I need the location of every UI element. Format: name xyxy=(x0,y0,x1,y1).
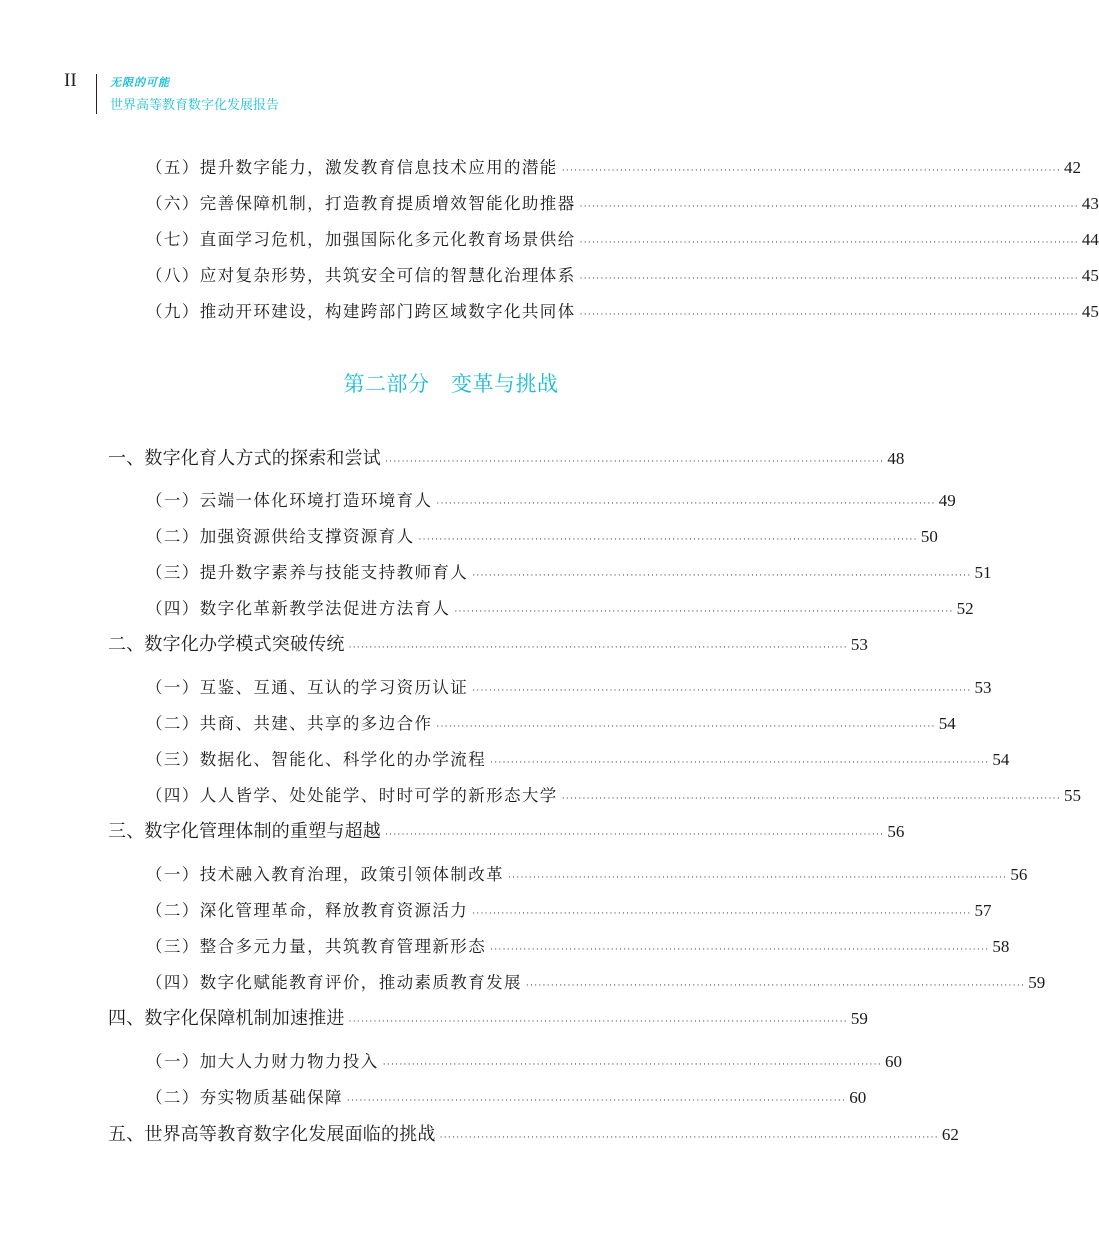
leader-dots: ························································································································ xyxy=(561,166,1062,176)
toc-entry-title: （一）技术融入教育治理，政策引领体制改革 xyxy=(146,865,504,884)
book-title: 世界高等教育数字化发展报告 xyxy=(110,98,280,113)
leader-dots: ························································································································ xyxy=(579,310,1079,320)
toc-entry-page: 42 xyxy=(1064,158,1082,177)
leader-dots: ························································································································ xyxy=(472,686,972,696)
toc-entry[interactable] xyxy=(146,782,1082,806)
toc-entry[interactable] xyxy=(146,746,1010,770)
series-title: 无限的可能 xyxy=(110,76,170,89)
toc-entry-title: （八）应对复杂形势，共筑安全可信的智慧化治理体系 xyxy=(146,266,576,285)
toc-entry-page: 43 xyxy=(1081,194,1099,213)
leader-dots: ························································································································ xyxy=(490,945,990,955)
toc-entry-page: 59 xyxy=(850,1009,868,1028)
toc-entry-title: （四）数字化革新教学法促进方法育人 xyxy=(146,599,451,618)
toc-entry-title: 一、数字化育人方式的探索和尝试 xyxy=(108,448,381,469)
toc-chapter-entry[interactable] xyxy=(108,1120,959,1145)
toc-entry-page: 53 xyxy=(974,678,992,697)
toc-entry[interactable] xyxy=(146,897,992,921)
toc-chapter-entry[interactable] xyxy=(108,630,868,655)
toc-entry-page: 60 xyxy=(885,1052,903,1071)
leader-dots: ························································································································ xyxy=(346,1096,847,1106)
toc-entry[interactable] xyxy=(146,1048,903,1072)
toc-entry[interactable] xyxy=(146,262,1099,286)
toc-entry-page: 56 xyxy=(1010,865,1028,884)
toc-entry-title: （六）完善保障机制，打造教育提质增效智能化助推器 xyxy=(146,194,576,213)
toc-entry[interactable] xyxy=(146,487,956,511)
leader-dots: ························································································································ xyxy=(436,499,936,509)
toc-chapter-entry[interactable] xyxy=(108,817,905,842)
toc-entry[interactable] xyxy=(146,861,1028,885)
leader-dots: ························································································································ xyxy=(382,1060,883,1070)
toc-entry-title: （三）数据化、智能化、科学化的办学流程 xyxy=(146,750,487,769)
toc-entry-page: 54 xyxy=(992,750,1010,769)
leader-dots: ························································································································ xyxy=(472,571,972,581)
toc-entry-page: 62 xyxy=(941,1125,959,1144)
toc-entry-page: 60 xyxy=(849,1088,867,1107)
toc-entry[interactable] xyxy=(146,674,992,698)
toc-entry-page: 53 xyxy=(850,635,868,654)
leader-dots: ························································································································ xyxy=(439,1133,939,1143)
toc-entry-title: （一）云端一体化环境打造环境育人 xyxy=(146,491,433,510)
toc-entry[interactable] xyxy=(146,559,992,583)
toc-entry-title: （九）推动开环建设，构建跨部门跨区域数字化共同体 xyxy=(146,302,576,321)
toc-entry-title: （一）加大人力财力物力投入 xyxy=(146,1052,379,1071)
toc-entry-title: （一）互鉴、互通、互认的学习资历认证 xyxy=(146,678,469,697)
leader-dots: ························································································································ xyxy=(561,794,1062,804)
toc-entry-page: 45 xyxy=(1081,302,1099,321)
toc-entry[interactable] xyxy=(146,154,1082,178)
leader-dots: ························································································································ xyxy=(472,909,972,919)
toc-entry[interactable] xyxy=(146,595,974,619)
toc-entry-title: （五）提升数字能力，激发教育信息技术应用的潜能 xyxy=(146,158,558,177)
leader-dots: ························································································································ xyxy=(508,873,1008,883)
toc-entry-page: 55 xyxy=(1064,786,1082,805)
toc-entry[interactable] xyxy=(146,933,1010,957)
toc-chapter-entry[interactable] xyxy=(108,444,905,469)
leader-dots: ························································································································ xyxy=(385,830,885,840)
toc-entry[interactable] xyxy=(146,190,1099,214)
leader-dots: ························································································································ xyxy=(579,274,1079,284)
leader-dots: ························································································································ xyxy=(454,607,954,617)
toc-entry-page: 57 xyxy=(974,901,992,920)
leader-dots: ························································································································ xyxy=(385,457,885,467)
leader-dots: ························································································································ xyxy=(418,535,918,545)
page-number-roman: II xyxy=(64,70,77,91)
toc-entry[interactable] xyxy=(146,1084,867,1108)
section-heading: 第二部分 变革与挑战 xyxy=(343,372,559,396)
header-divider xyxy=(96,74,97,114)
toc-chapter-entry[interactable] xyxy=(108,1004,868,1029)
toc-entry-title: （三）提升数字素养与技能支持教师育人 xyxy=(146,563,469,582)
toc-entry-page: 51 xyxy=(974,563,992,582)
toc-entry-page: 45 xyxy=(1081,266,1099,285)
toc-entry-title: 三、数字化管理体制的重塑与超越 xyxy=(108,821,381,842)
leader-dots: ························································································································ xyxy=(525,981,1026,991)
toc-entry-page: 54 xyxy=(938,714,956,733)
toc-entry-page: 56 xyxy=(887,822,905,841)
leader-dots: ························································································································ xyxy=(579,202,1079,212)
toc-entry[interactable] xyxy=(146,710,956,734)
toc-entry-page: 58 xyxy=(992,937,1010,956)
toc-entry[interactable] xyxy=(146,969,1046,993)
leader-dots: ························································································································ xyxy=(579,238,1079,248)
leader-dots: ························································································································ xyxy=(490,758,990,768)
leader-dots: ························································································································ xyxy=(436,722,936,732)
leader-dots: ························································································································ xyxy=(348,643,848,653)
toc-entry-title: （七）直面学习危机，加强国际化多元化教育场景供给 xyxy=(146,230,576,249)
toc-entry-page: 50 xyxy=(920,527,938,546)
toc-entry-title: 四、数字化保障机制加速推进 xyxy=(108,1008,345,1029)
toc-entry-title: （二）共商、共建、共享的多边合作 xyxy=(146,714,433,733)
toc-entry-title: 五、世界高等教育数字化发展面临的挑战 xyxy=(108,1124,436,1145)
toc-entry-title: 二、数字化办学模式突破传统 xyxy=(108,634,345,655)
toc-entry[interactable] xyxy=(146,298,1099,322)
leader-dots: ························································································································ xyxy=(348,1017,848,1027)
toc-entry-title: （四）人人皆学、处处能学、时时可学的新形态大学 xyxy=(146,786,558,805)
toc-entry[interactable] xyxy=(146,226,1099,250)
toc-entry-title: （二）深化管理革命，释放教育资源活力 xyxy=(146,901,469,920)
toc-entry-title: （二）加强资源供给支撑资源育人 xyxy=(146,527,415,546)
toc-entry-page: 49 xyxy=(938,491,956,510)
toc-entry-page: 52 xyxy=(956,599,974,618)
toc-entry-page: 59 xyxy=(1028,973,1046,992)
toc-entry-title: （三）整合多元力量，共筑教育管理新形态 xyxy=(146,937,487,956)
toc-entry[interactable] xyxy=(146,523,938,547)
toc-entry-title: （四）数字化赋能教育评价，推动素质教育发展 xyxy=(146,973,522,992)
toc-entry-title: （二）夯实物质基础保障 xyxy=(146,1088,343,1107)
toc-entry-page: 44 xyxy=(1081,230,1099,249)
toc-entry-page: 48 xyxy=(887,449,905,468)
